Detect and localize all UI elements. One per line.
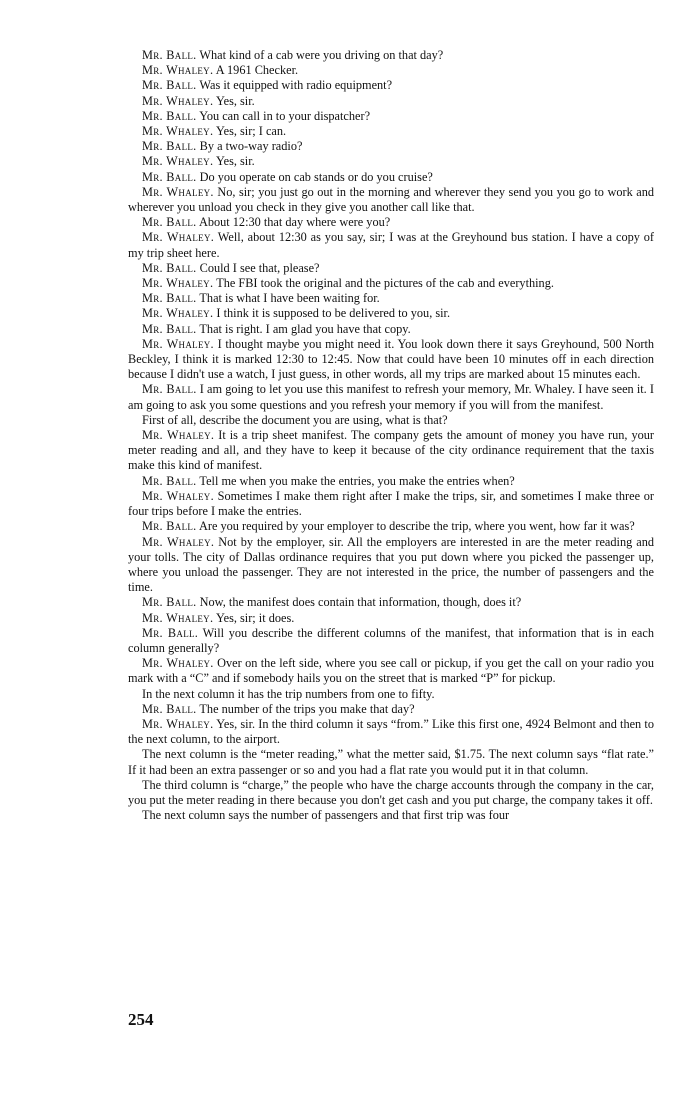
speaker-name: Mr. Ball. [142,595,197,610]
speaker-name: Mr. Ball. [142,139,197,154]
testimony-paragraph [128,78,654,93]
testimony-text: Yes, sir. [215,154,255,169]
speaker-name: Mr. Ball. [142,108,197,123]
speaker-name: Mr. Whaley. [142,488,214,503]
testimony-text: Do you operate on cab stands or do you cruise? [199,169,433,184]
testimony-paragraph [128,535,654,596]
testimony-text: In the next column it has the trip numbers from one to fifty. [142,686,435,701]
speaker-name: Mr. Whaley. [142,534,215,549]
testimony-paragraph [128,215,654,230]
testimony-paragraph [128,306,654,321]
speaker-name: Mr. Whaley. [142,276,214,291]
speaker-name: Mr. Whaley. [142,610,214,625]
testimony-paragraph [128,489,654,519]
testimony-text: I thought maybe you might need it. You look down there it says Greyhound, 500 North Beckley, I think it is marked 12:30 to 12:45. Now that could have been 10 minutes off in each direction because I didn't use a watch, I just guess, in other words, all my trips are marked about 15 minutes each. [128,336,655,382]
testimony-paragraph [128,291,654,306]
testimony-text: About 12:30 that day where were you? [198,215,391,230]
speaker-name: Mr. Ball. [142,48,197,62]
testimony-text: Yes, sir. [215,93,255,108]
testimony-text: Was it equipped with radio equipment? [199,78,393,93]
testimony-paragraph [128,428,654,474]
speaker-name: Mr. Whaley. [142,428,215,443]
speaker-name: Mr. Ball. [142,519,197,534]
speaker-name: Mr. Whaley. [142,93,214,108]
speaker-name: Mr. Whaley. [142,154,214,169]
speaker-name: Mr. Whaley. [142,124,214,139]
testimony-text: Now, the manifest does contain that information, though, does it? [199,595,522,610]
speaker-name: Mr. Ball. [142,260,197,275]
testimony-text: Yes, sir; I can. [215,124,287,139]
testimony-text: Tell me when you make the entries, you make the entries when? [199,473,515,488]
testimony-text: It is a trip sheet manifest. The company gets the amount of money you have run, your meter reading and all, and they have to keep it because of the city ordinance requirement that the taxis make this kind of manifest. [128,428,654,473]
testimony-paragraph [128,808,654,823]
testimony-text: That is right. I am glad you have that copy. [199,321,411,336]
testimony-paragraph [128,322,654,337]
testimony-paragraph [128,48,654,63]
testimony-text: Over on the left side, where you see call or pickup, if you get the call on your radio you mark with a “C” and if somebody hails you on the street that is marked “P” for pickup. [128,656,654,686]
testimony-text: The third column is “charge,” the people who have the charge accounts through the company in the car, you put the meter reading in there because you don't get cash and you put charge, the company takes it off. [128,777,654,807]
testimony-text: I think it is supposed to be delivered to you, sir. [216,306,451,321]
testimony-paragraph [128,139,654,154]
testimony-paragraph [128,702,654,717]
speaker-name: Mr. Whaley. [142,716,214,731]
testimony-text: A 1961 Checker. [215,63,299,78]
speaker-name: Mr. Ball. [142,215,197,230]
testimony-text: The number of the trips you make that day? [199,701,415,716]
speaker-name: Mr. Whaley. [142,230,215,245]
testimony-paragraph [128,687,654,702]
speaker-name: Mr. Whaley. [142,184,214,199]
speaker-name: Mr. Whaley. [142,656,214,671]
testimony-text: No, sir; you just go out in the morning and wherever they send you you go to work and wherever you unload you check in they give you another call like that. [128,184,655,215]
speaker-name: Mr. Ball. [142,382,197,397]
testimony-paragraph [128,185,654,215]
speaker-name: Mr. Ball. [142,291,197,306]
speaker-name: Mr. Whaley. [142,63,214,78]
testimony-text: What kind of a cab were you driving on that day? [199,48,444,62]
testimony-paragraph [128,63,654,78]
testimony-text: Yes, sir. In the third column it says “from.” Like this first one, 4924 Belmont and then to the next column, to the airport. [128,716,654,747]
testimony-paragraph [128,94,654,109]
testimony-text: Well, about 12:30 as you say, sir; I was at the Greyhound bus station. I have a copy of my trip sheet here. [128,230,654,260]
testimony-text: The next column is the “meter reading,” what the metter said, $1.75. The next column says “flat rate.” If it had been an extra passenger or so and you had a flat rate you would put it in that column. [128,747,654,777]
speaker-name: Mr. Ball. [142,625,199,640]
speaker-name: Mr. Ball. [142,169,197,184]
testimony-paragraph [128,337,654,383]
speaker-name: Mr. Ball. [142,701,197,716]
testimony-paragraph [128,717,654,747]
testimony-paragraph [128,595,654,610]
testimony-paragraph [128,382,654,412]
speaker-name: Mr. Whaley. [142,306,214,321]
testimony-text: Will you describe the different columns of the manifest, that information that is in each column generally? [128,625,654,655]
speaker-name: Mr. Ball. [142,78,197,93]
testimony-paragraph [128,611,654,626]
speaker-name: Mr. Ball. [142,473,197,488]
testimony-paragraph [128,778,654,808]
testimony-text: Yes, sir; it does. [215,610,295,625]
testimony-text: The next column says the number of passengers and that first trip was four [142,808,510,823]
testimony-paragraph [128,124,654,139]
testimony-text: Could I see that, please? [199,260,320,275]
testimony-paragraph [128,170,654,185]
testimony-text: Not by the employer, sir. All the employers are interested in are the meter reading and your tolls. The city of Dallas ordinance requires that you put down where you picked the passenger up, where you unload the passenger. They are not interested in the price, the number of passengers and the time. [128,534,654,595]
testimony-paragraph [128,656,654,686]
testimony-paragraph [128,519,654,534]
testimony-paragraph [128,109,654,124]
testimony-paragraph [128,413,654,428]
testimony-paragraph [128,747,654,777]
page-number: 254 [128,1010,154,1029]
testimony-paragraph [128,261,654,276]
speaker-name: Mr. Ball. [142,321,197,336]
testimony-paragraph [128,474,654,489]
testimony-text: The FBI took the original and the pictures of the cab and everything. [216,276,554,291]
testimony-paragraph [128,154,654,169]
testimony-text: Sometimes I make them right after I make the trips, sir, and sometimes I make three or four trips before I make the entries. [128,488,655,519]
testimony-paragraph [128,230,654,260]
testimony-text: Are you required by your employer to describe the trip, where you went, how far it was? [198,519,635,534]
testimony-text: You can call in to your dispatcher? [199,108,371,123]
testimony-paragraph [128,276,654,291]
speaker-name: Mr. Whaley. [142,336,214,351]
testimony-text: That is what I have been waiting for. [199,291,380,306]
testimony-paragraph [128,626,654,656]
testimony-text: I am going to let you use this manifest to refresh your memory, Mr. Whaley. I have seen it. I am going to ask you some questions and you refresh your memory if you will from the manifest. [128,382,654,412]
transcript-page [128,48,654,823]
testimony-text: By a two-way radio? [199,139,303,154]
testimony-text: First of all, describe the document you are using, what is that? [142,412,448,427]
